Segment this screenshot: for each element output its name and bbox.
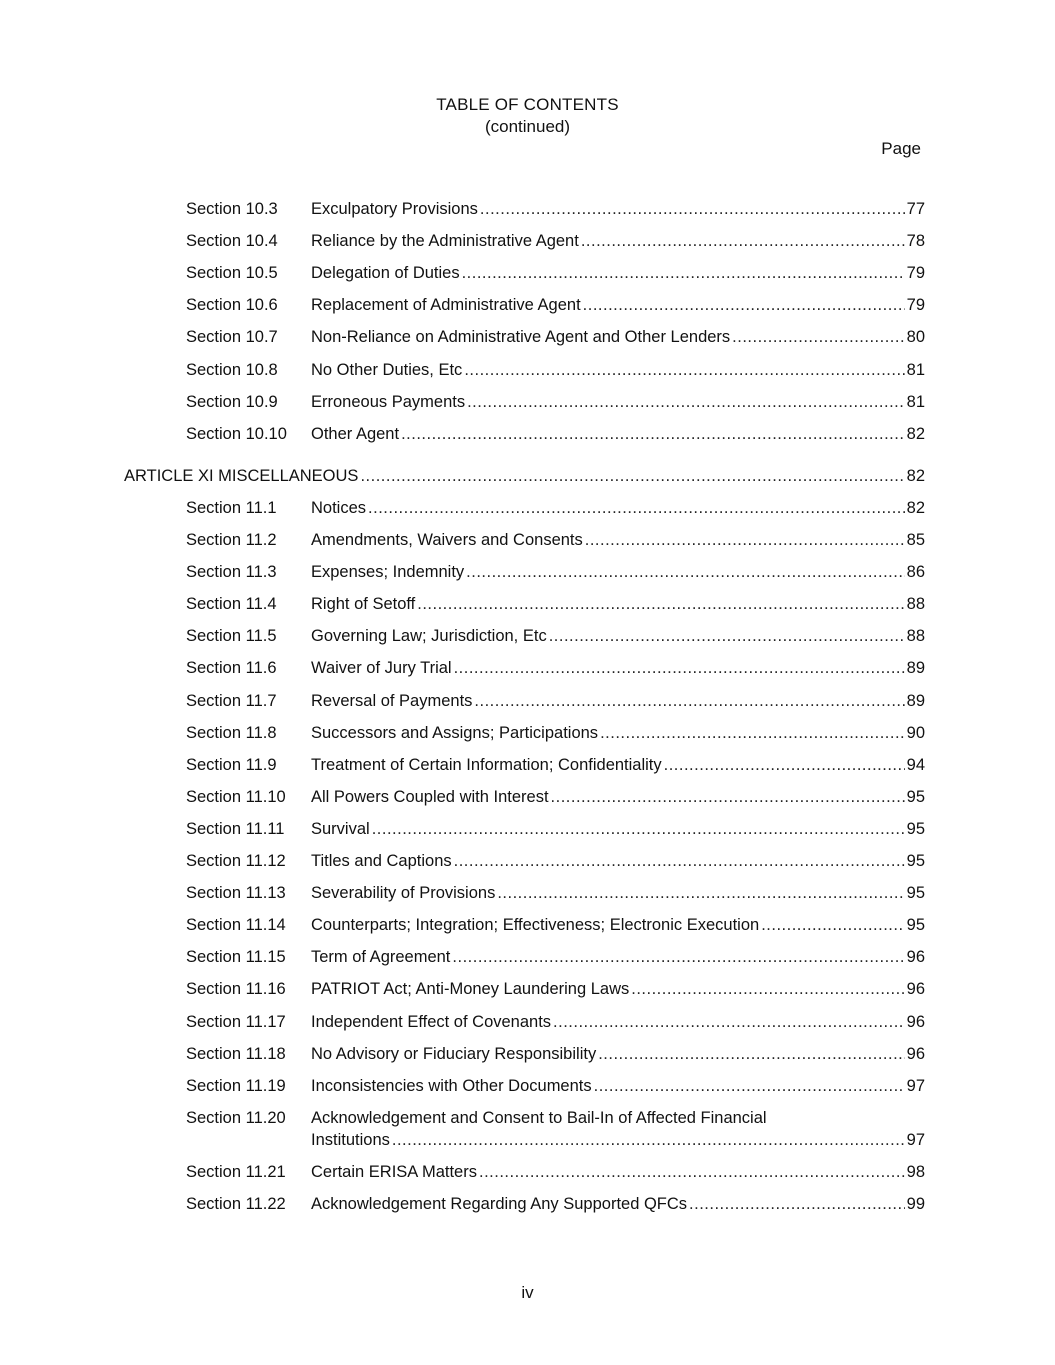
toc-entry-title: Other Agent	[311, 424, 400, 443]
dot-leader	[732, 326, 904, 348]
toc-entry	[186, 326, 925, 348]
toc-page-number: 86	[906, 563, 925, 582]
toc-page-number: 96	[906, 948, 925, 967]
dot-leader	[360, 465, 904, 487]
toc-entry	[186, 561, 925, 583]
toc-section-number: Section 11.5	[186, 627, 277, 646]
toc-section-number: Section 11.1	[186, 498, 277, 517]
toc-entry-line	[311, 497, 925, 519]
toc-entry-title: Replacement of Administrative Agent	[311, 296, 581, 315]
page-number-footer: iv	[521, 1283, 534, 1302]
toc-section-number: Section 11.7	[186, 691, 277, 710]
toc-page-number: 94	[906, 755, 925, 774]
toc-entry-line	[124, 465, 925, 487]
toc-entry-line	[311, 914, 925, 936]
dot-leader	[467, 391, 905, 413]
toc-entry-title: Exculpatory Provisions	[311, 200, 478, 218]
toc-entry-line	[311, 294, 925, 316]
toc-entry	[186, 198, 925, 220]
dot-leader	[401, 423, 905, 445]
toc-section-number: Section 11.6	[186, 659, 277, 678]
dot-leader	[551, 786, 905, 808]
toc-section-number: Section 10.7	[186, 328, 278, 347]
toc-entry	[186, 690, 925, 712]
toc-entry-title: Right of Setoff	[311, 595, 416, 614]
article-title: ARTICLE XI MISCELLANEOUS	[124, 466, 359, 485]
toc-entry	[186, 818, 925, 840]
toc-section-number: Section 11.11	[186, 819, 285, 838]
toc-entry-title: Waiver of Jury Trial	[311, 659, 452, 678]
dot-leader	[585, 529, 905, 551]
toc-page-number: 95	[906, 787, 925, 806]
toc-entry-title: No Other Duties, Etc	[311, 360, 463, 379]
toc-section-number: Section 11.15	[186, 948, 286, 967]
dot-leader	[553, 1011, 905, 1033]
toc-section-number: Section 10.5	[186, 264, 278, 283]
toc-section-number: Section 11.13	[186, 884, 286, 903]
toc-entry-line	[311, 754, 925, 776]
toc-entry	[186, 754, 925, 776]
toc-entry	[186, 657, 925, 679]
toc-page-number: 79	[906, 264, 925, 283]
toc-entry-line	[311, 1043, 925, 1065]
toc-entry-line	[311, 690, 925, 712]
toc-page-number: 78	[906, 232, 925, 251]
toc-entry	[186, 978, 925, 1000]
dot-leader	[497, 882, 904, 904]
toc-entry-line	[311, 1075, 925, 1097]
toc-section-number: Section 10.8	[186, 360, 278, 379]
toc-page-number: 95	[906, 819, 925, 838]
toc-page-number: 96	[906, 1012, 925, 1031]
toc-entry-title: Acknowledgement Regarding Any Supported QFCs	[311, 1195, 688, 1213]
toc-page-number: 89	[906, 659, 925, 678]
toc-entry-title: Severability of Provisions	[311, 884, 496, 903]
dot-leader	[368, 497, 905, 519]
toc-page-number: 79	[906, 296, 925, 315]
dot-leader	[689, 1193, 905, 1215]
dot-leader	[598, 1043, 904, 1065]
toc-page-number: 82	[906, 498, 925, 517]
toc-page-number: 82	[906, 424, 925, 443]
toc-section-number: Section 11.17	[186, 1012, 286, 1031]
toc-page-number: 95	[906, 884, 925, 903]
toc-entry-title-line1: Acknowledgement and Consent to Bail-In of Affected Financial	[311, 1108, 767, 1127]
toc-entry-line	[311, 1193, 925, 1215]
toc-section-number: Section 11.9	[186, 755, 277, 774]
toc-entry	[186, 593, 925, 615]
toc-entry-line	[311, 262, 925, 284]
toc-entry-title: Counterparts; Integration; Effectiveness; Electronic Execution	[311, 916, 760, 935]
toc-entry-title: Delegation of Duties	[311, 264, 460, 283]
toc-title: TABLE OF CONTENTS	[436, 95, 619, 114]
toc-entry-title: No Advisory or Fiduciary Responsibility	[311, 1044, 597, 1063]
toc-entry-line	[311, 1161, 925, 1183]
toc-entry-title: Erroneous Payments	[311, 392, 466, 411]
toc-entry-title: PATRIOT Act; Anti-Money Laundering Laws	[311, 980, 630, 999]
toc-entry	[186, 1075, 925, 1097]
toc-section-number: Section 11.12	[186, 852, 286, 870]
toc-article-heading	[124, 465, 925, 487]
toc-entry	[186, 294, 925, 316]
toc-entry-line	[311, 818, 925, 840]
toc-entry-title: Treatment of Certain Information; Confidentiality	[311, 755, 662, 774]
dot-leader	[594, 1075, 905, 1097]
toc-entry	[186, 850, 925, 872]
toc-entry-title: Titles and Captions	[311, 852, 452, 870]
toc-entry-line	[311, 657, 925, 679]
toc-section-number: Section 11.10	[186, 787, 286, 806]
toc-entry-line	[311, 882, 925, 904]
toc-page-number: 88	[906, 627, 925, 646]
toc-page-number: 82	[906, 466, 925, 485]
toc-entry-title: Successors and Assigns; Participations	[311, 723, 599, 742]
toc-entry-line	[311, 593, 925, 615]
toc-entry	[186, 882, 925, 904]
toc-entry-title: Governing Law; Jurisdiction, Etc	[311, 627, 547, 646]
toc-entry-line	[311, 326, 925, 348]
toc-entry-line	[311, 1011, 925, 1033]
toc-subtitle: (continued)	[484, 117, 571, 136]
toc-entry-title: Notices	[311, 498, 367, 517]
toc-entry	[186, 423, 925, 445]
toc-entry-line	[311, 391, 925, 413]
toc-section-number: Section 11.16	[186, 980, 286, 999]
toc-page-number: 95	[906, 852, 925, 870]
toc-entry	[186, 625, 925, 647]
dot-leader	[392, 1129, 905, 1151]
toc-entry-line	[311, 529, 925, 551]
toc-entry-title: Inconsistencies with Other Documents	[311, 1076, 592, 1095]
dot-leader	[631, 978, 904, 1000]
toc-section-number: Section 11.8	[186, 723, 277, 742]
toc-section-number: Section 11.14	[186, 916, 286, 935]
toc-entry-line	[311, 978, 925, 1000]
dot-leader	[464, 359, 904, 381]
toc-entry	[186, 1107, 925, 1149]
toc-entry	[186, 786, 925, 808]
toc-page-number: 96	[906, 1044, 925, 1063]
toc-page-number: 97	[906, 1130, 925, 1149]
toc-section-number: Section 11.21	[186, 1162, 286, 1181]
toc-entry	[186, 391, 925, 413]
toc-entry-title: Amendments, Waivers and Consents	[311, 531, 583, 549]
dot-leader	[549, 625, 905, 647]
toc-entry-line	[311, 722, 925, 744]
toc-section-number: Section 11.3	[186, 563, 277, 582]
toc-page-number: 77	[906, 200, 925, 218]
toc-entry-title: Reliance by the Administrative Agent	[311, 232, 579, 251]
toc-entry-title: Certain ERISA Matters	[311, 1162, 477, 1181]
toc-page-number: 80	[906, 328, 925, 347]
toc-page-number: 97	[906, 1076, 925, 1095]
toc-entry-line	[311, 423, 925, 445]
dot-leader	[417, 593, 904, 615]
toc-section-number: Section 11.18	[186, 1044, 286, 1063]
toc-entry	[186, 1193, 925, 1215]
toc-section-number: Section 10.6	[186, 296, 278, 315]
toc-entry	[186, 529, 925, 551]
toc-section-number: Section 11.19	[186, 1076, 286, 1095]
toc-entry-line	[311, 230, 925, 252]
toc-entry-title: Term of Agreement	[311, 948, 451, 967]
toc-entry-title: Non-Reliance on Administrative Agent and Other Lenders	[311, 328, 731, 347]
toc-section-number: Section 10.4	[186, 232, 278, 251]
page-column-label: Page	[881, 139, 921, 158]
toc-entry	[186, 497, 925, 519]
toc-entry-line	[311, 850, 925, 872]
toc-entry	[186, 946, 925, 968]
dot-leader	[462, 262, 905, 284]
toc-entry	[186, 262, 925, 284]
dot-leader	[452, 946, 904, 968]
toc-page-number: 81	[906, 360, 925, 379]
toc-entry-line	[311, 198, 925, 220]
toc-entry-line	[311, 1129, 925, 1151]
toc-entry	[186, 722, 925, 744]
toc-entry	[186, 914, 925, 936]
toc-page-number: 81	[906, 392, 925, 411]
toc-entry-title: Institutions	[311, 1130, 390, 1149]
toc-entry-title: Independent Effect of Covenants	[311, 1012, 552, 1031]
toc-page-number: 99	[906, 1195, 925, 1213]
toc-entry-title: Expenses; Indemnity	[311, 563, 465, 582]
dot-leader	[480, 198, 905, 220]
toc-entry-line	[311, 946, 925, 968]
toc-entry-title: Reversal of Payments	[311, 691, 473, 710]
toc-entry	[186, 230, 925, 252]
toc-page-number: 88	[906, 595, 925, 614]
dot-leader	[761, 914, 904, 936]
toc-section-number: Section 11.2	[186, 531, 277, 549]
toc-entry-title: Survival	[311, 819, 370, 838]
dot-leader	[474, 690, 904, 712]
toc-entry-line	[311, 359, 925, 381]
dot-leader	[583, 294, 905, 316]
toc-entry-line	[311, 625, 925, 647]
toc-entry-title: All Powers Coupled with Interest	[311, 787, 549, 806]
dot-leader	[664, 754, 905, 776]
dot-leader	[581, 230, 905, 252]
dot-leader	[372, 818, 905, 840]
toc-page-number: 89	[906, 691, 925, 710]
toc-entry-line	[311, 561, 925, 583]
toc-page-number: 98	[906, 1162, 925, 1181]
toc-section-number: Section 10.9	[186, 392, 278, 411]
toc-section-number: Section 11.4	[186, 595, 277, 614]
toc-entry-line	[311, 786, 925, 808]
dot-leader	[454, 657, 905, 679]
toc-section-number: Section 10.10	[186, 424, 287, 443]
toc-section-number: Section 10.3	[186, 200, 278, 218]
dot-leader	[466, 561, 904, 583]
toc-section-number: Section 11.20	[186, 1108, 286, 1127]
dot-leader	[454, 850, 905, 872]
dot-leader	[479, 1161, 905, 1183]
toc-entry	[186, 1161, 925, 1183]
toc-entry	[186, 359, 925, 381]
toc-page-number: 90	[906, 723, 925, 742]
toc-page-number: 96	[906, 980, 925, 999]
dot-leader	[600, 722, 905, 744]
toc-section-number: Section 11.22	[186, 1195, 286, 1213]
toc-page-number: 95	[906, 916, 925, 935]
toc-entry	[186, 1043, 925, 1065]
toc-page-number: 85	[906, 531, 925, 549]
toc-entry	[186, 1011, 925, 1033]
